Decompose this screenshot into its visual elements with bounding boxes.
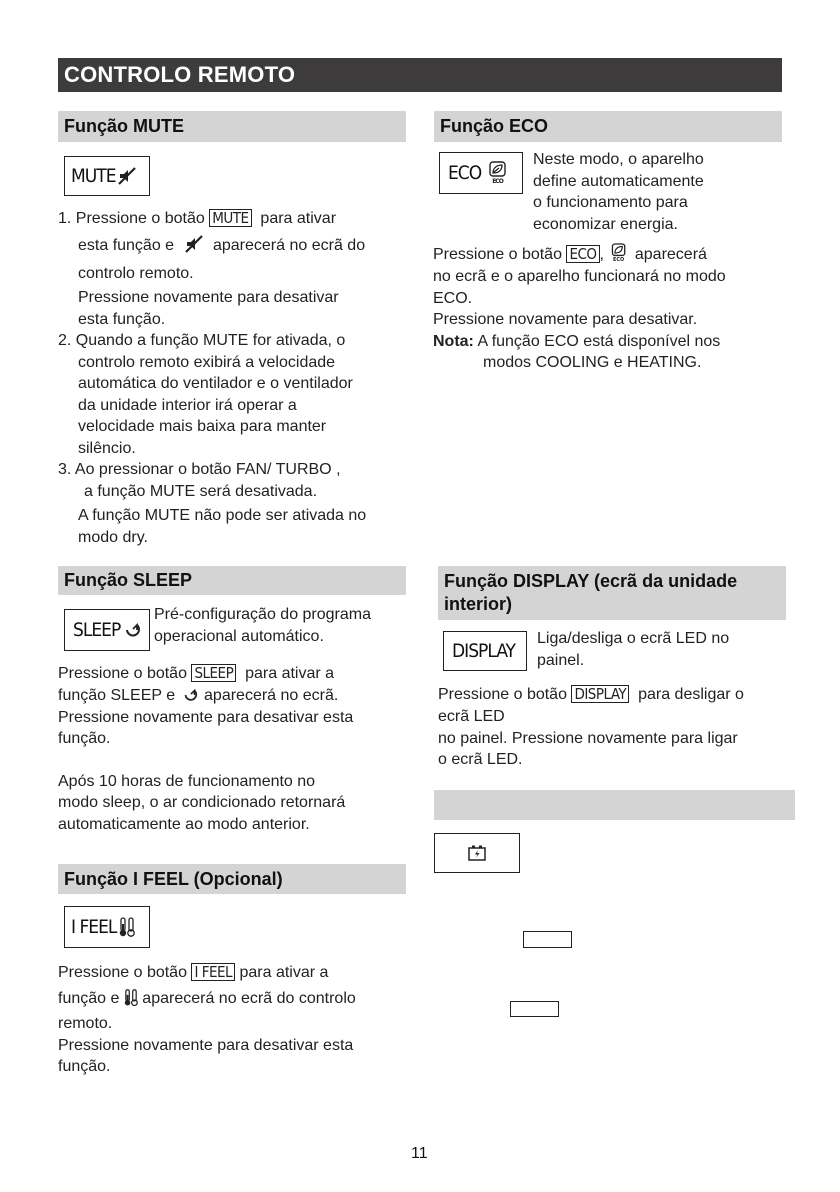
empty-box xyxy=(510,1001,559,1017)
sleep-text: Pressione novamente para desativar esta xyxy=(58,708,354,726)
ifeel-button-label: I FEEL xyxy=(71,916,117,938)
mute-text: Quando a função MUTE for ativada, o xyxy=(75,332,346,349)
display-text: no painel. Pressione novamente para ligar xyxy=(438,729,738,747)
sleep-button-label: SLEEP xyxy=(73,619,121,641)
mute-text: silêncio. xyxy=(78,439,136,457)
eco-text: economizar energia. xyxy=(533,215,678,233)
ifeel-key: I FEEL xyxy=(191,963,235,981)
mute-text: controlo remoto. xyxy=(78,265,194,282)
eco-text: modos COOLING e HEATING. xyxy=(483,354,702,371)
section-heading-mute: Função MUTE xyxy=(58,111,406,142)
eco-text: o funcionamento para xyxy=(533,194,688,211)
sleep-moon-icon xyxy=(123,621,141,639)
page-title: CONTROLO REMOTO xyxy=(58,58,782,92)
eco-text: no ecrã e o aparelho funcionará no modo xyxy=(433,268,726,285)
mute-text: esta função e xyxy=(78,237,175,254)
eco-text: ECO. xyxy=(433,289,473,307)
eco-text: A função ECO está disponível nos xyxy=(477,332,721,350)
sleep-moon-icon xyxy=(182,687,198,703)
sleep-text: aparecerá no ecrã. xyxy=(204,687,339,704)
section-heading-eco: Função ECO xyxy=(434,111,782,142)
mute-text: controlo remoto exibirá a velocidade xyxy=(78,353,336,371)
ifeel-text: aparecerá no ecrã do controlo xyxy=(142,990,356,1007)
display-text: o ecrã LED. xyxy=(438,751,523,768)
ifeel-text: Pressione o botão xyxy=(58,964,187,981)
display-text: ecrã LED xyxy=(438,708,505,725)
empty-box xyxy=(523,931,572,948)
section-heading-sleep: Função SLEEP xyxy=(58,566,406,595)
mute-text: Ao pressionar o botão FAN/ TURBO , xyxy=(74,461,341,478)
battery-icon xyxy=(467,844,487,862)
ifeel-instructions xyxy=(58,960,408,1078)
mute-text: A função MUTE não pode ser ativada no xyxy=(78,507,367,524)
sleep-text: Após 10 horas de funcionamento no xyxy=(58,772,316,790)
eco-text: Neste modo, o aparelho xyxy=(533,151,704,168)
eco-description xyxy=(533,149,783,235)
mute-text: esta função. xyxy=(78,310,166,328)
sleep-instructions xyxy=(58,663,408,835)
eco-key: ECO xyxy=(566,245,599,263)
mute-text: da unidade interior irá operar a xyxy=(78,396,297,414)
mute-text: modo dry. xyxy=(78,528,148,546)
eco-text: Pressione novamente para desativar. xyxy=(433,311,698,328)
mute-text: Pressione o botão xyxy=(75,210,205,227)
display-instructions xyxy=(438,683,788,771)
ifeel-text: função. xyxy=(58,1058,111,1075)
sleep-text: função SLEEP e xyxy=(58,687,176,704)
mute-text: aparecerá no ecrã do xyxy=(212,237,366,254)
eco-text: Pressione o botão xyxy=(433,246,562,263)
list-number: 1. xyxy=(58,210,72,227)
sleep-text: para ativar a xyxy=(245,665,335,682)
display-text: Liga/desliga o ecrã LED no xyxy=(537,630,730,647)
thermometer-icon xyxy=(119,916,135,938)
display-text: Pressione o botão xyxy=(438,686,567,703)
sleep-key: SLEEP xyxy=(191,664,236,682)
eco-text: define automaticamente xyxy=(533,172,704,190)
blank-section-heading xyxy=(434,790,795,820)
sleep-text: operacional automático. xyxy=(154,627,324,645)
display-heading-line: Função DISPLAY (ecrã da unidade xyxy=(444,571,738,591)
thermometer-icon xyxy=(124,988,138,1007)
display-text: painel. xyxy=(537,651,585,669)
list-number: 2. xyxy=(58,332,72,349)
section-heading-ifeel: Função I FEEL (Opcional) xyxy=(58,864,406,894)
eco-text: aparecerá xyxy=(634,246,707,263)
mute-icon xyxy=(118,167,136,185)
eco-icon-text: ECO xyxy=(492,178,504,185)
mute-icon xyxy=(183,235,205,253)
section-heading-display xyxy=(438,566,786,620)
list-number: 3. xyxy=(58,461,72,478)
display-button-label: DISPLAY xyxy=(452,640,515,662)
mute-button-illustration xyxy=(64,156,150,196)
eco-text: , xyxy=(599,246,604,263)
display-description xyxy=(537,628,787,671)
display-heading-line: interior) xyxy=(444,594,513,614)
display-button-illustration xyxy=(443,631,527,671)
sleep-text: Pré-configuração do programa xyxy=(154,606,372,623)
mute-button-label: MUTE xyxy=(71,165,116,187)
mute-text: Pressione novamente para desativar xyxy=(78,289,339,306)
display-key: DISPLAY xyxy=(571,685,629,703)
eco-instructions xyxy=(433,243,783,374)
eco-button-illustration xyxy=(439,152,523,194)
sleep-description xyxy=(154,604,414,647)
mute-instructions xyxy=(58,207,408,548)
note-label: Nota: xyxy=(433,332,474,350)
sleep-text: modo sleep, o ar condicionado retornará xyxy=(58,794,346,811)
ifeel-text: função e xyxy=(58,990,120,1007)
eco-leaf-icon xyxy=(610,243,628,263)
mute-text: automática do ventilador e o ventilador xyxy=(78,375,353,392)
sleep-text: automaticamente ao modo anterior. xyxy=(58,815,310,833)
mute-text: velocidade mais baixa para manter xyxy=(78,418,327,435)
eco-button-label: ECO xyxy=(448,162,482,184)
ifeel-text: Pressione novamente para desativar esta xyxy=(58,1036,354,1054)
battery-button-illustration xyxy=(434,833,520,873)
page-number: 11 xyxy=(411,1145,428,1162)
mute-text: para ativar xyxy=(260,210,337,227)
sleep-text: função. xyxy=(58,730,111,747)
mute-key: MUTE xyxy=(209,209,251,227)
display-text: para desligar o xyxy=(638,686,744,703)
eco-leaf-icon xyxy=(487,161,509,185)
ifeel-button-illustration xyxy=(64,906,150,948)
mute-text: a função MUTE será desativada. xyxy=(84,482,318,500)
sleep-button-illustration xyxy=(64,609,150,651)
eco-icon-text: ECO xyxy=(613,257,625,263)
sleep-text: Pressione o botão xyxy=(58,665,187,682)
ifeel-text: para ativar a xyxy=(239,964,329,981)
ifeel-text: remoto. xyxy=(58,1015,113,1032)
